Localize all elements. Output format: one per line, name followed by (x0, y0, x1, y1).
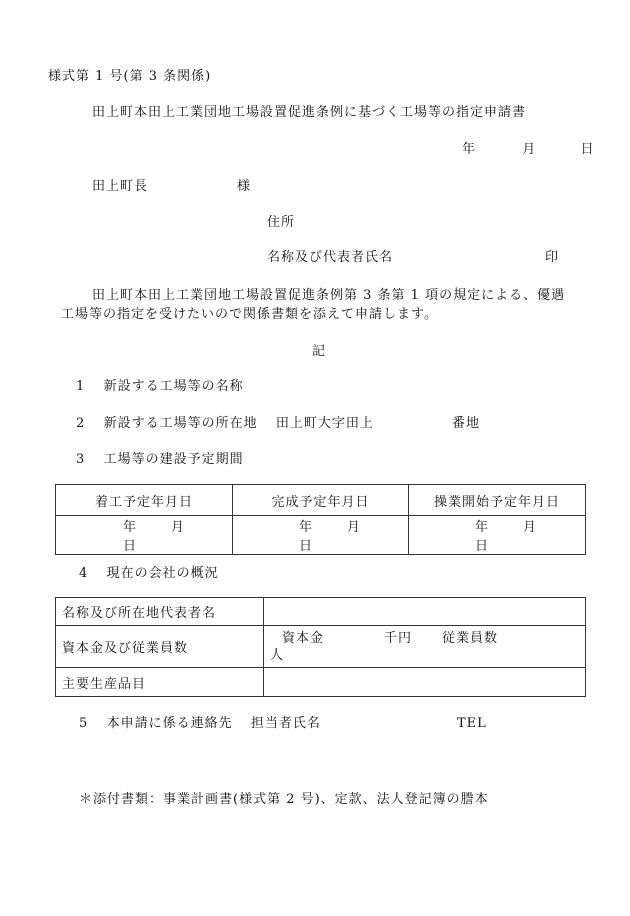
company-row-name (56, 598, 586, 626)
item-2-banchi: 番地 (452, 416, 481, 431)
addressee-honorific: 様 (237, 179, 252, 194)
body-line-2: 工場等の指定を受けたいので関係書類を添えて申請します。 (61, 307, 438, 322)
item-3-num: 3 (76, 452, 86, 467)
item-1-num: 1 (76, 379, 86, 394)
item-5-text: 本申請に係る連絡先 (106, 716, 233, 731)
item-1-text: 新設する工場等の名称 (103, 379, 244, 394)
item-2-text: 新設する工場等の所在地 (103, 416, 258, 431)
date-month: 月 (522, 142, 537, 157)
page-title: 田上町本田上工業団地工場設置促進条例に基づく工場等の指定申請書 (92, 105, 527, 120)
schedule-header-start: 着工予定年月日 (56, 485, 233, 516)
item-3 (76, 452, 244, 468)
employees-unit: 人 (270, 647, 285, 663)
form-label: 様式第 1 号(第 3 条関係) (48, 69, 212, 84)
seal-mark: 印 (545, 250, 560, 265)
item-2-place: 田上町大字田上 (275, 416, 374, 431)
item-5 (79, 716, 321, 732)
schedule-header-row (56, 485, 586, 516)
schedule-start-date[interactable]: 年 月日 (56, 516, 233, 555)
schedule-complete-date[interactable]: 年 月日 (233, 516, 409, 555)
company-row-products (56, 668, 586, 697)
schedule-date-row (56, 516, 586, 555)
date-year: 年 (462, 142, 477, 157)
company-name-value[interactable] (264, 598, 586, 626)
schedule-header-complete: 完成予定年月日 (233, 485, 409, 516)
item-2 (76, 416, 374, 432)
ki-heading: 記 (312, 344, 327, 359)
schedule-operation-date[interactable]: 年 月日 (409, 516, 586, 555)
date-day: 日 (580, 142, 595, 157)
item-1 (76, 379, 244, 395)
company-products-value[interactable] (264, 668, 586, 697)
item-4-text: 現在の会社の概況 (106, 566, 219, 581)
item-5-tel: TEL (457, 716, 487, 731)
capital-label: 資本金 (282, 630, 325, 646)
applicant-address-label: 住所 (267, 215, 296, 230)
item-5-person: 担当者氏名 (250, 716, 321, 731)
company-capital-value[interactable] (264, 626, 586, 668)
company-row-capital (56, 626, 586, 668)
schedule-table (55, 484, 586, 555)
item-2-num: 2 (76, 416, 86, 431)
schedule-header-operation: 操業開始予定年月日 (409, 485, 586, 516)
attachments-note: ＊添付書類：事業計画書(様式第 2 号)、定款、法人登記簿の謄本 (79, 792, 489, 807)
company-capital-label: 資本金及び従業員数 (56, 626, 264, 668)
body-line-1: 田上町本田上工業団地工場設置促進条例第 3 条第 1 項の規定による、優遇 (92, 288, 566, 303)
company-products-label: 主要生産品目 (56, 668, 264, 697)
company-name-label: 名称及び所在地代表者名 (56, 598, 264, 626)
employees-label: 従業員数 (442, 630, 499, 646)
item-4 (79, 566, 219, 582)
company-table (55, 597, 586, 697)
item-5-num: 5 (79, 716, 89, 731)
addressee-name: 田上町長 (92, 179, 149, 194)
applicant-name-label: 名称及び代表者氏名 (267, 250, 394, 265)
date-line (462, 142, 595, 158)
item-4-num: 4 (79, 566, 89, 581)
item-3-text: 工場等の建設予定期間 (103, 452, 244, 467)
capital-unit: 千円 (384, 630, 413, 646)
